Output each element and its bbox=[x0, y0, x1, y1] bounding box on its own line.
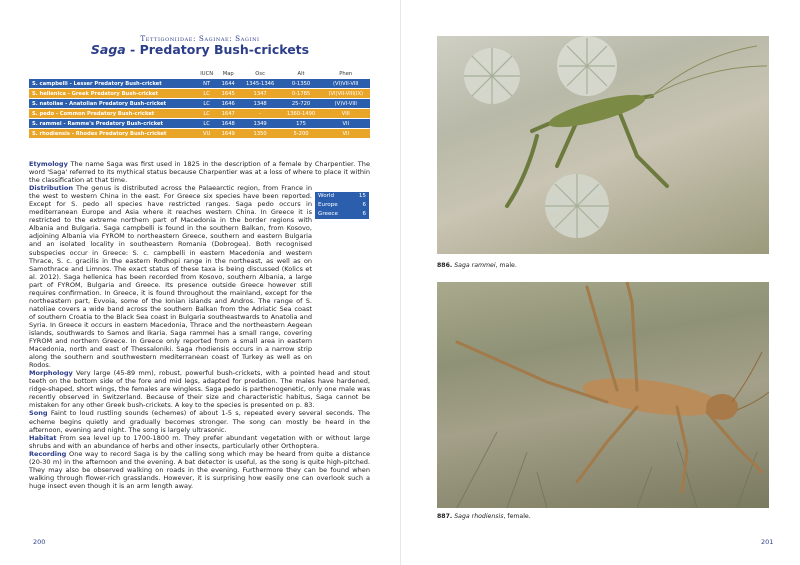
alt-cell: 0-1785 bbox=[281, 89, 322, 98]
photo-saga-rhodiensis-illustration bbox=[437, 282, 769, 508]
table-header-row bbox=[29, 71, 370, 78]
alt-cell: 1360-1490 bbox=[281, 109, 322, 118]
page-number-left: 200 bbox=[33, 538, 46, 546]
section-song bbox=[29, 409, 370, 433]
map-cell: 1645 bbox=[217, 89, 240, 98]
species-name: S. hellenica - Greek Predatory Bush-cricket bbox=[29, 89, 197, 98]
iucn-cell: LC bbox=[197, 89, 217, 98]
iucn-cell: VU bbox=[197, 129, 217, 138]
table-row bbox=[29, 109, 370, 118]
count-value: 6 bbox=[362, 211, 366, 217]
family-line: Tettigoniidae: Saginae: Sagini bbox=[140, 34, 260, 43]
section-heading: Etymology bbox=[29, 160, 68, 168]
phen-cell: (V)VI-VIII bbox=[322, 99, 371, 108]
section-heading: Song bbox=[29, 409, 48, 418]
species-name: S. pedo - Common Predatory Bush-cricket bbox=[29, 109, 197, 118]
species-name: S. campbelli - Lesser Predatory Bush-cricket bbox=[29, 79, 197, 88]
map-cell: 1647 bbox=[217, 109, 240, 118]
count-row-world bbox=[315, 192, 369, 201]
osc-cell: 1345-1346 bbox=[240, 79, 281, 88]
header-iucn: IUCN bbox=[200, 71, 214, 77]
caption-species: Saga rhodiensis bbox=[454, 513, 504, 520]
section-habitat bbox=[29, 434, 370, 450]
map-cell: 1644 bbox=[217, 79, 240, 88]
title-genus: Saga bbox=[90, 42, 126, 57]
caption-suffix: , male. bbox=[495, 262, 517, 269]
section-recording bbox=[29, 450, 370, 490]
section-etymology bbox=[29, 160, 370, 184]
header-map: Map bbox=[222, 71, 234, 77]
count-value: 15 bbox=[358, 193, 366, 199]
species-name: S. natoliae - Anatolian Predatory Bush-cricket bbox=[29, 99, 197, 108]
phen-cell: (VI)VII-VIII(IX) bbox=[322, 89, 371, 98]
phen-cell: VIII bbox=[322, 109, 371, 118]
page-title bbox=[0, 42, 400, 57]
osc-cell: 1347 bbox=[240, 89, 281, 98]
photo-saga-rhodiensis bbox=[437, 282, 769, 508]
section-body: Very large (45-89 mm), robust, powerful bush-crickets, with a pointed head and stout teeth on the bottom side of the fore and mid legs, adapted for predation. The males have hardened, ridge-shaped, short wings, the females are wingless. Saga pedo is parthenogenetic, only one male was recently observed in Switzerland. Because of their size and characteristic habitus, Saga cannot be mistaken for any other Greek bush-crickets. A key to the species is presented on p. 83. bbox=[29, 369, 370, 410]
count-value: 6 bbox=[362, 202, 366, 208]
table-row bbox=[29, 129, 370, 138]
header-phen: Phen bbox=[339, 71, 353, 77]
distribution-count-box bbox=[315, 192, 369, 219]
section-heading: Recording bbox=[29, 449, 67, 458]
species-table bbox=[29, 70, 370, 139]
alt-cell: 0-1350 bbox=[281, 79, 322, 88]
species-name: S. rammei - Ramme's Predatory Bush-cricket bbox=[29, 119, 197, 128]
photo-caption-887 bbox=[437, 513, 531, 520]
species-name: S. rhodiensis - Rhodes Predatory Bush-cricket bbox=[29, 129, 197, 138]
section-body: From sea level up to 1700-1800 m. They prefer abundant vegetation with or without large shrubs and with an abundance of herbs and other insects, particularly other Orthoptera. bbox=[29, 433, 370, 450]
count-label: Europe bbox=[318, 202, 338, 208]
table-row bbox=[29, 119, 370, 128]
count-row-europe bbox=[315, 201, 369, 210]
section-body: The name Saga was first used in 1825 in the description of a female by Charpentier. The word 'Saga' referred to its mythical status because Charpentier was at a loss of where to place it within the classification at that time. bbox=[29, 160, 370, 185]
caption-suffix: , female. bbox=[503, 513, 531, 520]
header-osc: Osc bbox=[255, 71, 265, 77]
phen-cell: VII bbox=[322, 129, 371, 138]
phen-cell: (VI)VII-VIII bbox=[322, 79, 371, 88]
table-row bbox=[29, 79, 370, 88]
alt-cell: 175 bbox=[281, 119, 322, 128]
header-name bbox=[29, 71, 197, 78]
iucn-cell: NT bbox=[197, 79, 217, 88]
caption-number: 887. bbox=[437, 513, 453, 520]
iucn-cell: LC bbox=[197, 109, 217, 118]
photo-caption-886 bbox=[437, 262, 517, 269]
osc-cell: 1350 bbox=[240, 129, 281, 138]
osc-cell: 1348 bbox=[240, 99, 281, 108]
phen-cell: VII bbox=[322, 119, 371, 128]
count-label: Greece bbox=[318, 211, 338, 217]
right-page bbox=[400, 0, 800, 565]
photo-saga-rammei-illustration bbox=[437, 36, 769, 254]
iucn-cell: LC bbox=[197, 119, 217, 128]
count-row-greece bbox=[315, 210, 369, 219]
photo-saga-rammei bbox=[437, 36, 769, 254]
page-number-right: 201 bbox=[761, 538, 774, 546]
caption-number: 886. bbox=[437, 262, 453, 269]
section-heading: Morphology bbox=[29, 369, 73, 378]
section-heading: Habitat bbox=[29, 433, 57, 442]
section-body: Faint to loud rustling sounds (echemes) of about 1-5 s, repeated every several seconds. The echeme begins quietly and gradually becomes stronger. The song can mostly be heard in the afternoon, evening and night. The song is largely ultrasonic. bbox=[29, 409, 370, 434]
caption-species: Saga rammei bbox=[454, 262, 496, 269]
alt-cell: 25-720 bbox=[281, 99, 322, 108]
osc-cell: 1349 bbox=[240, 119, 281, 128]
section-heading: Distribution bbox=[29, 184, 74, 193]
iucn-cell: LC bbox=[197, 99, 217, 108]
section-body: The genus is distributed across the Palaearctic region, from France in the west to western China in the east. For Greece six species have been reported. Except for S. pedo all species have restricted ranges. Saga pedo occurs in mediterranean Europe and Asia where it reaches western China. In Greece it is restricted to the extreme northern part of Macedonia in the border regions with Albania and Bulgaria. Saga campbelli is found in the southern Balkan, from Kosovo, adjoining Albania via FYROM to northeastern Greece, southern and eastern Bulgaria and an isolated locality in southeastern Romania (Dobrogea). Both recognised subspecies occur in Greece: S. c. campbelli in eastern Macedonia and western Thrace, S. c. gracilis in the eastern Rodhopi range in the northeast, as well as on Samothrace and Limnos. The exact status of these taxa is being discussed (Kolics et al. 2012). Saga hellenica has been recorded from Kosovo, southern Albania, a large part of FYROM, Bulgaria and Greece. Its presence outside Greece however still requires confirmation. In Greece, it is found throughout the mainland, except for the northeastern part, Evvoia, some of the Ionian islands and Andros. The range of S. natoliae covers a wide band across the southern Balkan from the Adriatic Sea coast of southern Croatia to the Black Sea coast in Bulgaria southeastwards to Anatolia and Syria. In Greece it occurs in eastern Macedonia, Thrace and the northeastern Aegean islands, southwards to Samos and Ikaria. Saga rammei has a small range, covering FYROM and northern Greece. In Greece only reported from a small area in eastern Macedonia, north and east of Thessaloniki. Saga rhodiensis occurs in a narrow strip along the southern and southwestern mediterranean coast of Turkey as well as on Rodos. bbox=[29, 184, 312, 370]
table-row bbox=[29, 89, 370, 98]
map-cell: 1649 bbox=[217, 129, 240, 138]
osc-cell: - bbox=[240, 109, 281, 118]
table-row bbox=[29, 99, 370, 108]
title-rest: - Predatory Bush-crickets bbox=[125, 42, 310, 57]
section-morphology bbox=[29, 369, 370, 409]
map-cell: 1648 bbox=[217, 119, 240, 128]
section-body: One way to record Saga is by the calling song which may be heard from quite a distance (20-30 m) in the afternoon and the evening. A bat detector is useful, as the song is quite high-pitched. They may also be observed walking on roads in the evening. Furthermore they can be found when walking through flower-rich grasslands. However, it is surprising how easily one can overlook such a huge insect even though it is an arm length away. bbox=[29, 449, 370, 490]
map-cell: 1646 bbox=[217, 99, 240, 108]
alt-cell: 5-200 bbox=[281, 129, 322, 138]
count-label: World bbox=[318, 193, 335, 199]
header-alt: Alt bbox=[297, 71, 305, 77]
